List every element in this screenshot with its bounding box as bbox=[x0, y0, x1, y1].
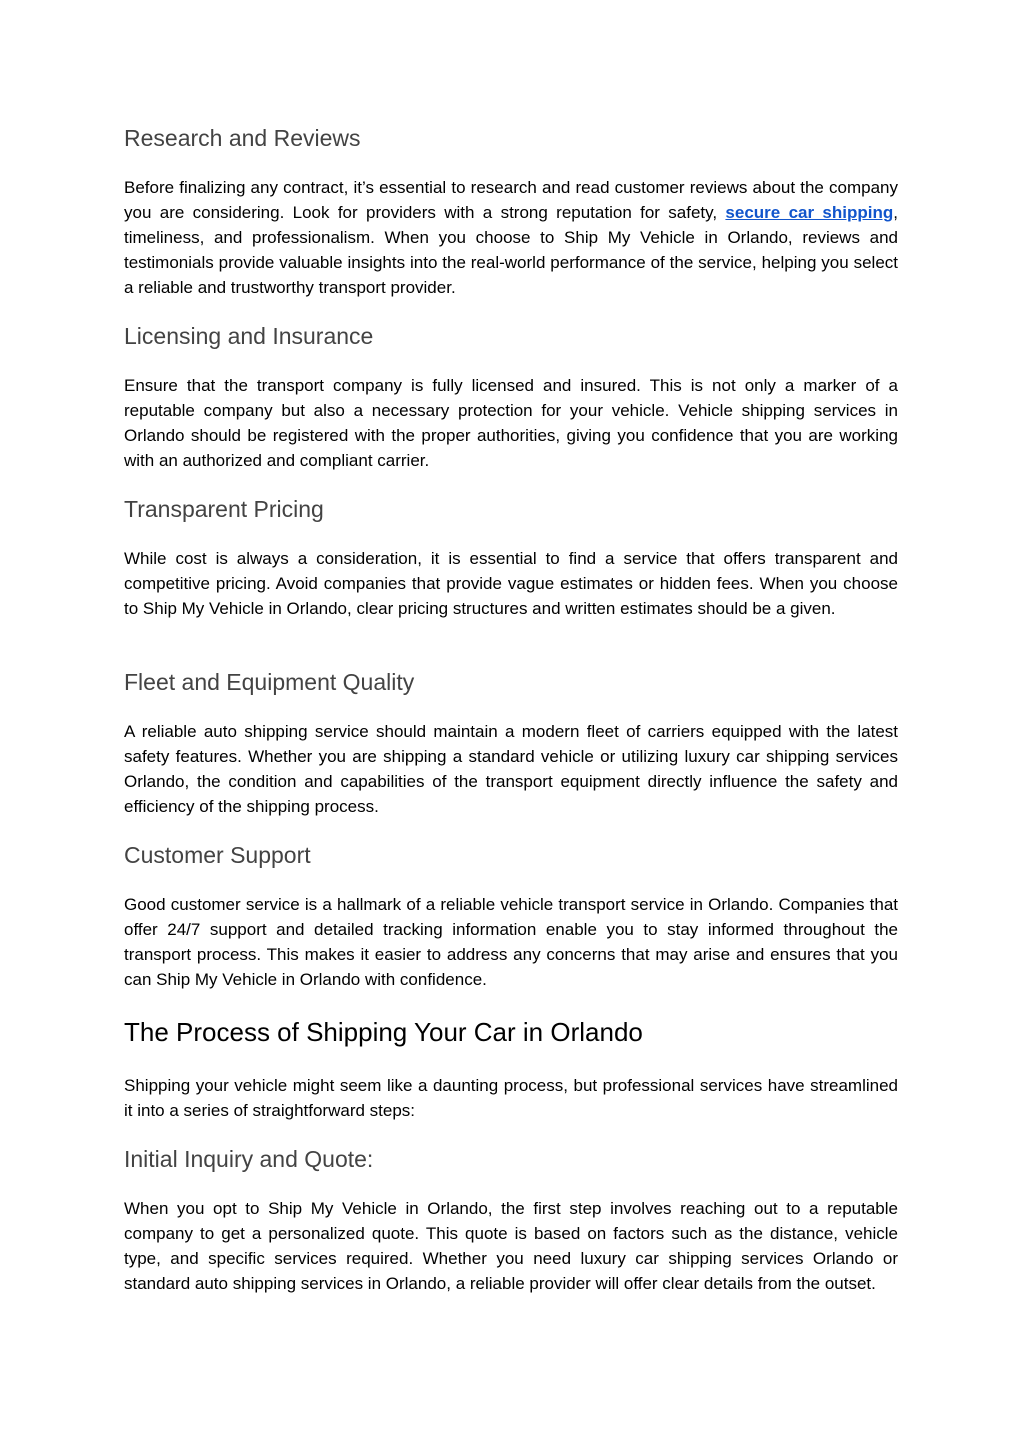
step-heading: Initial Inquiry and Quote: bbox=[124, 1146, 374, 1172]
section-licensing-insurance-body bbox=[124, 373, 898, 473]
secure-car-shipping-link[interactable]: secure car shipping bbox=[725, 203, 894, 222]
step-initial-inquiry-body bbox=[124, 1196, 898, 1296]
section-heading: Licensing and Insurance bbox=[124, 323, 374, 349]
section-heading: Fleet and Equipment Quality bbox=[124, 669, 415, 695]
process-intro-block bbox=[124, 1073, 898, 1123]
section-fleet-equipment bbox=[124, 668, 898, 696]
section-body: Good customer service is a hallmark of a reliable vehicle transport service in Orlando. Companies that offer 24/7 support and detailed tracking information enable you to stay informed throughout the transport process. This makes it easier to address any concerns that may arise and ensures that you can Ship My Vehicle in Orlando with confidence. bbox=[124, 895, 898, 989]
section-body: While cost is always a consideration, it is essential to find a service that offers transparent and competitive pricing. Avoid companies that provide vague estimates or hidden fees. When you choose to Ship My Vehicle in Orlando, clear pricing structures and written estimates should be a given. bbox=[124, 549, 898, 618]
section-heading: Customer Support bbox=[124, 842, 311, 868]
section-fleet-equipment-body bbox=[124, 719, 898, 819]
section-heading: Research and Reviews bbox=[124, 125, 361, 151]
section-transparent-pricing-body bbox=[124, 546, 898, 621]
process-title: The Process of Shipping Your Car in Orlando bbox=[124, 1017, 643, 1047]
section-research-reviews-body bbox=[124, 175, 898, 300]
process-intro: Shipping your vehicle might seem like a daunting process, but professional services have streamlined it into a series of straightforward steps: bbox=[124, 1076, 898, 1120]
section-customer-support bbox=[124, 841, 898, 869]
section-customer-support-body bbox=[124, 892, 898, 992]
body-text-before-link: Before finalizing any contract, it’s essential to research and read customer reviews about the company you are considering. Look for providers with a strong reputation for safety, bbox=[124, 178, 898, 222]
step-body: When you opt to Ship My Vehicle in Orlando, the first step involves reaching out to a reputable company to get a personalized quote. This quote is based on factors such as the distance, vehicle type, and specific services required. Whether you need luxury car shipping services Orlando or standard auto shipping services in Orlando, a reliable provider will offer clear details from the outset. bbox=[124, 1199, 898, 1293]
section-licensing-insurance bbox=[124, 322, 898, 350]
section-body: Ensure that the transport company is fully licensed and insured. This is not only a marker of a reputable company but also a necessary protection for your vehicle. Vehicle shipping services in Orlando should be registered with the proper authorities, giving you confidence that you are working with an authorized and compliant carrier. bbox=[124, 376, 898, 470]
step-initial-inquiry bbox=[124, 1145, 898, 1173]
section-body bbox=[124, 175, 898, 300]
section-heading: Transparent Pricing bbox=[124, 496, 324, 522]
process-title-block bbox=[124, 1016, 898, 1048]
section-transparent-pricing bbox=[124, 495, 898, 523]
body-text-after-link: , timeliness, and professionalism. When you choose to Ship My Vehicle in Orlando, reviews and testimonials provide valuable insights into the real-world performance of the service, helping you select a reliable and trustworthy transport provider. bbox=[124, 203, 898, 297]
section-body: A reliable auto shipping service should maintain a modern fleet of carriers equipped with the latest safety features. Whether you are shipping a standard vehicle or utilizing luxury car shipping services Orlando, the condition and capabilities of the transport equipment directly influence the safety and efficiency of the shipping process. bbox=[124, 722, 898, 816]
section-research-reviews bbox=[124, 124, 898, 152]
